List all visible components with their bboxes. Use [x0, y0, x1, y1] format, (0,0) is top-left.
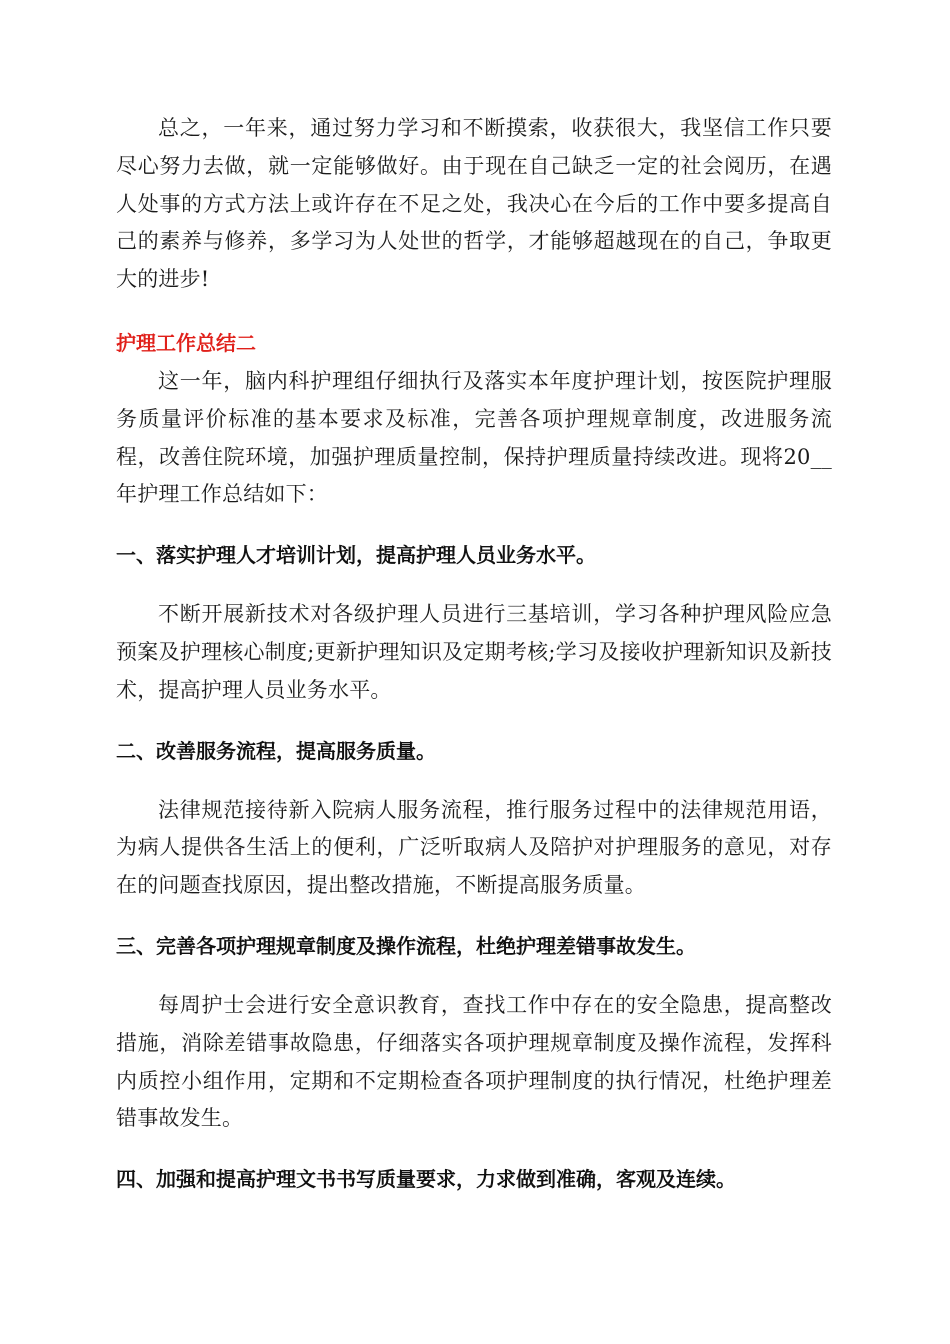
- heading-4: 四、加强和提高护理文书书写质量要求，力求做到准确，客观及连续。: [116, 1167, 736, 1192]
- paragraph-1: 不断开展新技术对各级护理人员进行三基培训，学习各种护理风险应急预案及护理核心制度;更新护理知识及定期考核;学习及接收护理新知识及新技术，提高护理人员业务水平。: [116, 602, 832, 702]
- document-page: [116, 110, 832, 1194]
- heading-1: 一、落实护理人才培训计划，提高护理人员业务水平。: [116, 543, 596, 568]
- section-title: 护理工作总结二: [116, 330, 256, 355]
- heading-3: 三、完善各项护理规章制度及操作流程，杜绝护理差错事故发生。: [116, 933, 696, 958]
- intro-paragraph: 这一年，脑内科护理组仔细执行及落实本年度护理计划，按医院护理服务质量评价标准的基本要求及标准，完善各项护理规章制度，改进服务流程，改善住院环境，加强护理质量控制，保持护理质量持续改进。现将20__年护理工作总结如下：: [116, 368, 832, 507]
- paragraph-2: 法律规范接待新入院病人服务流程，推行服务过程中的法律规范用语，为病人提供各生活上的便利，广泛听取病人及陪护对护理服务的意见，对存在的问题查找原因，提出整改措施，不断提高服务质量。: [116, 797, 832, 898]
- closing-paragraph: 总之，一年来，通过努力学习和不断摸索，收获很大，我坚信工作只要尽心努力去做，就一定能够做好。由于现在自己缺乏一定的社会阅历，在遇人处事的方式方法上或许存在不足之处，我决心在今后的工作中要多提高自己的素养与修养，多学习为人处世的哲学，才能够超越现在的自己，争取更大的进步!: [116, 116, 832, 292]
- heading-2: 二、改善服务流程，提高服务质量。: [116, 738, 436, 763]
- paragraph-3: 每周护士会进行安全意识教育，查找工作中存在的安全隐患，提高整改措施，消除差错事故隐患，仔细落实各项护理规章制度及操作流程，发挥科内质控小组作用，定期和不定期检查各项护理制度的执行情况，杜绝护理差错事故发生。: [116, 992, 832, 1131]
